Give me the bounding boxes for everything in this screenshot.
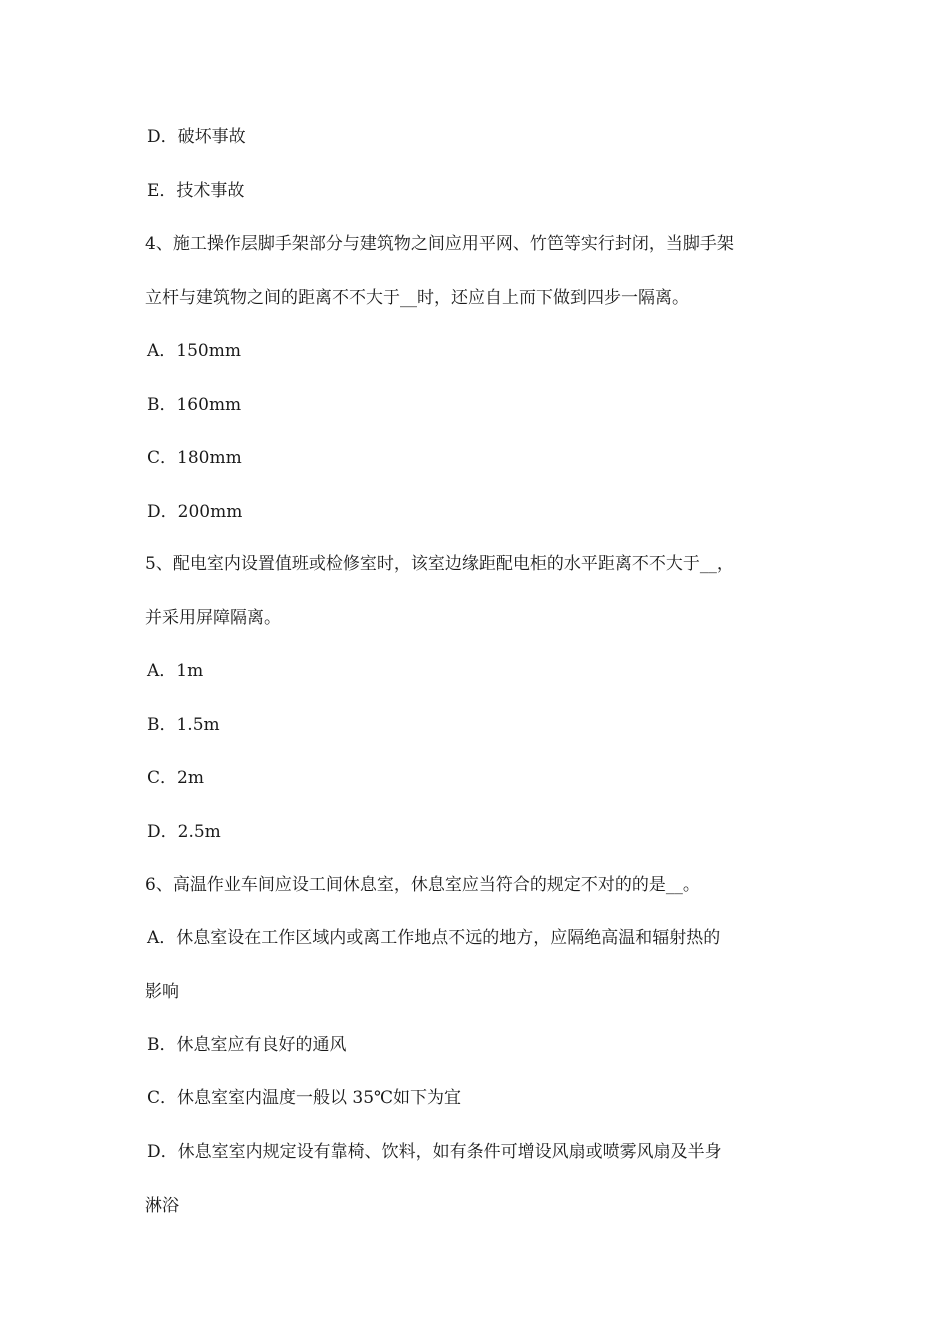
q4-option-a: A．150mm: [147, 341, 241, 361]
q5-option-a: A．1m: [147, 661, 204, 681]
q5-stem-line-2: 并采用屏障隔离。: [145, 608, 281, 628]
q4-stem-line-2: 立杆与建筑物之间的距离不不大于__时，还应自上而下做到四步一隔离。: [145, 288, 689, 308]
q3-option-e: E．技术事故: [147, 181, 245, 201]
q6-option-a-line-2: 影响: [145, 982, 179, 1002]
q5-option-b: B．1.5m: [147, 715, 220, 735]
q4-option-c: C．180mm: [147, 448, 242, 468]
q4-option-d: D．200mm: [147, 502, 243, 522]
q4-option-b: B．160mm: [147, 395, 242, 415]
q6-option-c: C．休息室室内温度一般以 35℃如下为宜: [147, 1088, 462, 1108]
q4-stem-line-1: 4、施工操作层脚手架部分与建筑物之间应用平网、竹笆等实行封闭，当脚手架: [145, 234, 734, 254]
q5-option-d: D．2.5m: [147, 822, 221, 842]
q6-option-d-line-2: 淋浴: [145, 1196, 179, 1216]
q3-option-d: D．破坏事故: [147, 127, 246, 147]
q6-option-b: B．休息室应有良好的通风: [147, 1035, 347, 1055]
q6-option-a-line-1: A．休息室设在工作区域内或离工作地点不远的地方，应隔绝高温和辐射热的: [147, 928, 721, 948]
q5-stem-line-1: 5、配电室内设置值班或检修室时，该室边缘距配电柜的水平距离不不大于__，: [145, 554, 734, 574]
q6-stem: 6、高温作业车间应设工间休息室，休息室应当符合的规定不对的的是__。: [145, 875, 700, 895]
q5-option-c: C．2m: [147, 768, 204, 788]
q6-option-d-line-1: D．休息室室内规定设有靠椅、饮料，如有条件可增设风扇或喷雾风扇及半身: [147, 1142, 722, 1162]
